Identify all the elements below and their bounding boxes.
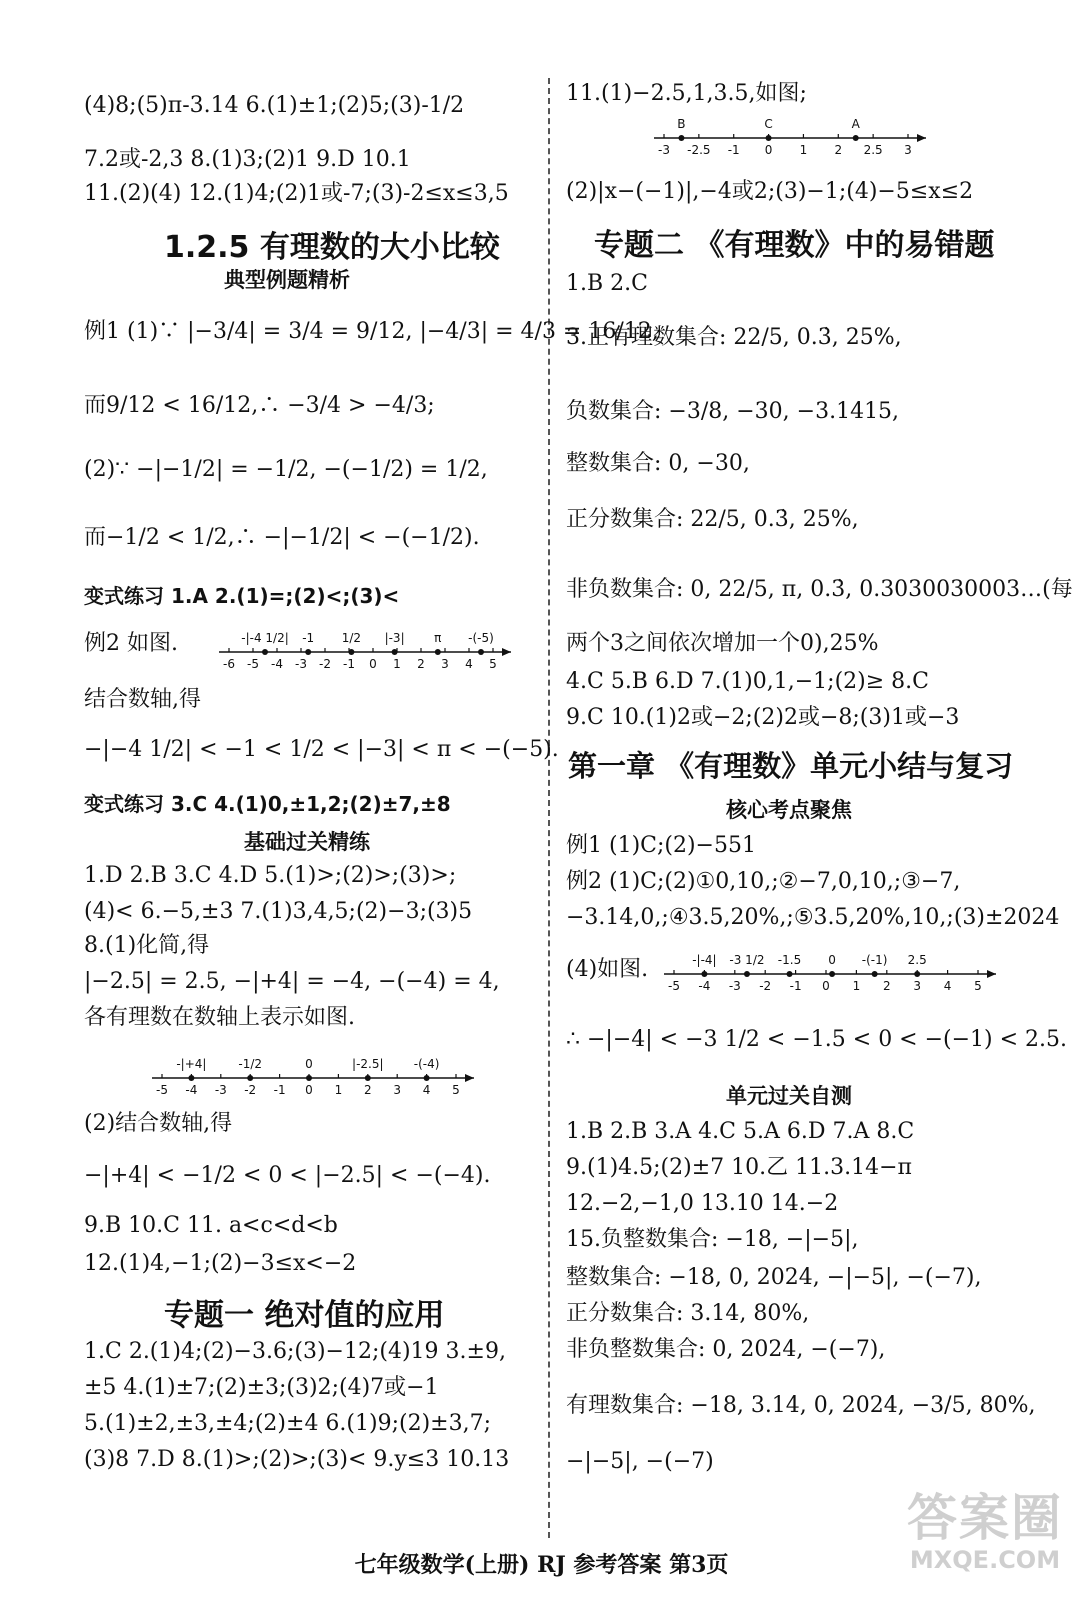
point-dot [435, 649, 441, 655]
tick-label: 1 [393, 657, 401, 671]
point-label: A [851, 117, 860, 131]
tick-label: 1 [852, 979, 861, 993]
tick-label: 5 [974, 979, 982, 993]
tick-label: -1 [273, 1083, 286, 1097]
answer-line: 7.2或-2,3 8.(1)3;(2)1 9.D 10.1 [84, 147, 411, 172]
point-dot [188, 1075, 194, 1081]
tick-label: -3 [658, 143, 670, 157]
axis-arrow [502, 648, 511, 656]
point-dot [678, 135, 684, 141]
answer-line: 非负整数集合: 0, 2024, −(−7), [566, 1337, 886, 1362]
tick-label: 2 [417, 657, 425, 671]
tick-label: 3 [904, 143, 912, 157]
answer-line: 11.(2)(4) 12.(1)4;(2)1或-7;(3)-2≤x≤3,5 [84, 181, 509, 206]
point-label: π [434, 631, 442, 645]
subsection-title: 典型例题精析 [224, 268, 350, 292]
answer-line: (4)如图. [566, 957, 649, 982]
answer-line: −|−5|, −(−7) [566, 1449, 714, 1474]
point-dot [478, 649, 484, 655]
answer-line: 9.(1)4.5;(2)±7 10.乙 11.3.14−π [566, 1155, 912, 1180]
answer-line: 5.(1)±2,±3,±4;(2)±4 6.(1)9;(2)±3,7; [84, 1411, 491, 1436]
tick-label: -3 [728, 979, 741, 993]
answer-line: 整数集合: 0, −30, [566, 451, 750, 476]
point-label: 0 [828, 953, 836, 967]
point-label: -|-4| [692, 953, 717, 967]
variant-practice: 变式练习 3.C 4.(1)0,±1,2;(2)±7,±8 [84, 792, 451, 816]
point-dot [247, 1075, 253, 1081]
answer-line: 9.B 10.C 11. a<c<d<b [84, 1213, 338, 1238]
answer-line: −3.14,0,;④3.5,20%,;⑤3.5,20%,10,;(3)±2024 [566, 905, 1060, 930]
point-dot [305, 649, 311, 655]
subsection-title: 核心考点聚焦 [726, 798, 852, 822]
answer-line: |−2.5| = 2.5, −|+4| = −4, −(−4) = 4, [84, 969, 500, 994]
answer-line: 12.−2,−1,0 13.10 14.−2 [566, 1191, 839, 1216]
answer-line: 3.正有理数集合: 22/5, 0.3̇, 25%, [566, 325, 902, 350]
point-label: -1 [302, 631, 315, 645]
tick-label: 2 [834, 143, 843, 157]
tick-label: -1 [727, 143, 740, 157]
answer-line: 1.D 2.B 3.C 4.D 5.(1)>;(2)>;(3)>; [84, 863, 457, 888]
tick-label: -2 [244, 1083, 257, 1097]
tick-label: 5 [452, 1083, 460, 1097]
answer-line: 非负数集合: 0, 22/5, π, 0.3̇, 0.3030030003…(每 [566, 577, 1073, 602]
answer-line: ∴ −|−4| < −3 1/2 < −1.5 < 0 < −(−1) < 2.5. [566, 1027, 1068, 1052]
tick-label: -4 [698, 979, 711, 993]
chapter-title: 第一章 《有理数》单元小结与复习 [568, 749, 1014, 783]
point-dot [766, 135, 772, 141]
point-dot [424, 1075, 430, 1081]
tick-label: 0 [305, 1083, 313, 1097]
tick-label: -5 [668, 979, 680, 993]
variant-practice: 变式练习 1.A 2.(1)=;(2)<;(3)< [84, 584, 400, 608]
tick-label: 4 [465, 657, 473, 671]
answer-line: (4)< 6.−5,±3 7.(1)3,4,5;(2)−3;(3)5 [84, 899, 473, 924]
point-label: 2.5 [907, 953, 927, 967]
tick-label: 4 [422, 1083, 431, 1097]
watermark-text: 答案圈 [907, 1489, 1063, 1547]
point-label: C [764, 117, 773, 131]
point-dot [787, 971, 793, 977]
point-label: -(-4) [413, 1057, 440, 1071]
answer-line: 12.(1)4,−1;(2)−3≤x<−2 [84, 1251, 357, 1276]
answer-line: (3)8 7.D 8.(1)>;(2)>;(3)< 9.y≤3 10.13 [84, 1447, 510, 1472]
answer-line: ±5 4.(1)±7;(2)±3;(3)2;(4)7或−1 [84, 1375, 439, 1400]
point-dot [829, 971, 835, 977]
point-dot [306, 1075, 312, 1081]
tick-label: 4 [943, 979, 952, 993]
point-label: -1/2 [238, 1057, 263, 1071]
tick-label: 5 [489, 657, 497, 671]
tick-label: -4 [271, 657, 283, 671]
axis-arrow [465, 1074, 474, 1082]
answer-line: 1.C 2.(1)4;(2)−3.6;(3)−12;(4)19 3.±9, [84, 1339, 506, 1364]
example-line: 例1 (1)∵ |−3/4| = 3/4 = 9/12, |−4/3| = 4/3 = 16/12, [84, 319, 659, 344]
tick-label: 0 [369, 657, 377, 671]
point-label: -|-4 1/2| [241, 631, 289, 645]
answer-line: (4)8;(5)π-3.14 6.(1)±1;(2)5;(3)-1/2 [84, 93, 465, 118]
point-label: 0 [305, 1057, 313, 1071]
point-label: -3 1/2 [729, 953, 765, 967]
point-dot [914, 971, 920, 977]
answer-line: (2)结合数轴,得 [84, 1111, 233, 1136]
tick-label: -3 [295, 657, 307, 671]
point-label: 1/2 [341, 631, 362, 645]
tick-label: -4 [185, 1083, 198, 1097]
tick-label: 2 [882, 979, 891, 993]
tick-label: -1 [789, 979, 802, 993]
subsection-title: 基础过关精练 [244, 830, 370, 854]
point-dot [872, 971, 878, 977]
tick-label: -2 [759, 979, 772, 993]
answer-line: 1.B 2.C [566, 271, 648, 296]
point-label: -1.5 [777, 953, 802, 967]
tick-label: 3 [441, 657, 449, 671]
point-label: -(-1) [861, 953, 888, 967]
tick-label: 1 [799, 143, 808, 157]
number-line-q8 [148, 1040, 478, 1104]
answer-line: 4.C 5.B 6.D 7.(1)0,1,−1;(2)≥ 8.C [566, 669, 929, 694]
example-line: (2)∵ −|−1/2| = −1/2, −(−1/2) = 1/2, [84, 457, 488, 482]
section-title: 专题二 《有理数》中的易错题 [594, 228, 995, 263]
tick-label: 3 [913, 979, 922, 993]
example-line: 而−1/2 < 1/2,∴ −|−1/2| < −(−1/2). [84, 525, 480, 550]
point-label: |-2.5| [352, 1057, 384, 1071]
point-label: -(-5) [468, 631, 494, 645]
tick-label: -5 [156, 1083, 168, 1097]
point-dot [744, 971, 750, 977]
answer-line: (2)|x−(−1)|,−4或2;(3)−1;(4)−5≤x≤2 [566, 179, 974, 204]
answer-line: 两个3之间依次增加一个0),25% [566, 631, 879, 656]
number-line-q11 [650, 112, 930, 166]
answer-line: 有理数集合: −18, 3.14, 0, 2024, −3/5, 80%, [566, 1393, 1036, 1418]
tick-label: -3 [214, 1083, 227, 1097]
example-line: 结合数轴,得 [84, 687, 201, 712]
tick-label: 3 [393, 1083, 402, 1097]
point-dot [853, 135, 859, 141]
example-line: −|−4 1/2| < −1 < 1/2 < |−3| < π < −(−5). [84, 737, 559, 762]
section-title: 专题一 绝对值的应用 [164, 1298, 445, 1333]
watermark-url: MXQE.COM [909, 1546, 1061, 1574]
answer-line: 8.(1)化简,得 [84, 933, 210, 958]
answer-line: 例1 (1)C;(2)−551 [566, 833, 756, 858]
answer-line: 整数集合: −18, 0, 2024, −|−5|, −(−7), [566, 1265, 982, 1290]
answer-line: 例2 (1)C;(2)①0,10,;②−7,0,10,;③−7, [566, 869, 961, 894]
point-dot [348, 649, 354, 655]
point-label: |-3| [384, 631, 405, 645]
tick-label: 0 [822, 979, 830, 993]
answer-line: 1.B 2.B 3.A 4.C 5.A 6.D 7.A 8.C [566, 1119, 915, 1144]
tick-label: -6 [223, 657, 235, 671]
point-label: -|+4| [176, 1057, 207, 1071]
number-line-chapter-example [660, 940, 1000, 1000]
answer-line: 9.C 10.(1)2或−2;(2)2或−8;(3)1或−3 [566, 705, 960, 730]
tick-label: 0 [764, 143, 773, 157]
point-dot [392, 649, 398, 655]
point-dot [262, 649, 268, 655]
point-dot [701, 971, 707, 977]
axis-arrow [917, 134, 926, 142]
answer-line: 15.负整数集合: −18, −|−5|, [566, 1227, 859, 1252]
number-line-example-2 [215, 616, 515, 676]
axis-arrow [987, 970, 996, 978]
page-footer: 七年级数学(上册) RJ 参考答案 第3页 [354, 1552, 729, 1578]
answer-line: −|+4| < −1/2 < 0 < |−2.5| < −(−4). [84, 1163, 491, 1188]
tick-label: -2 [319, 657, 331, 671]
answer-line: 正分数集合: 22/5, 0.3̇, 25%, [566, 507, 859, 532]
tick-label: 2 [363, 1083, 372, 1097]
subsection-title: 单元过关自测 [726, 1084, 852, 1108]
example-line: 而9/12 < 16/12,∴ −3/4 > −4/3; [84, 393, 435, 418]
answer-line: 正分数集合: 3.14, 80%, [566, 1301, 810, 1326]
point-label: B [677, 117, 686, 131]
section-title: 1.2.5 有理数的大小比较 [164, 230, 500, 265]
tick-label: 1 [334, 1083, 343, 1097]
watermark-logo [900, 1490, 1070, 1590]
example-label: 例2 如图. [84, 631, 178, 656]
answer-line: 负数集合: −3/8, −30, −3.1415, [566, 399, 900, 424]
answer-line: 11.(1)−2.5,1,3.5,如图; [566, 81, 807, 106]
tick-label: 2.5 [863, 143, 883, 157]
tick-label: -2.5 [687, 143, 711, 157]
tick-label: -5 [247, 657, 259, 671]
column-divider [548, 78, 550, 1538]
tick-label: -1 [343, 657, 355, 671]
point-dot [365, 1075, 371, 1081]
answer-line: 各有理数在数轴上表示如图. [84, 1005, 355, 1030]
